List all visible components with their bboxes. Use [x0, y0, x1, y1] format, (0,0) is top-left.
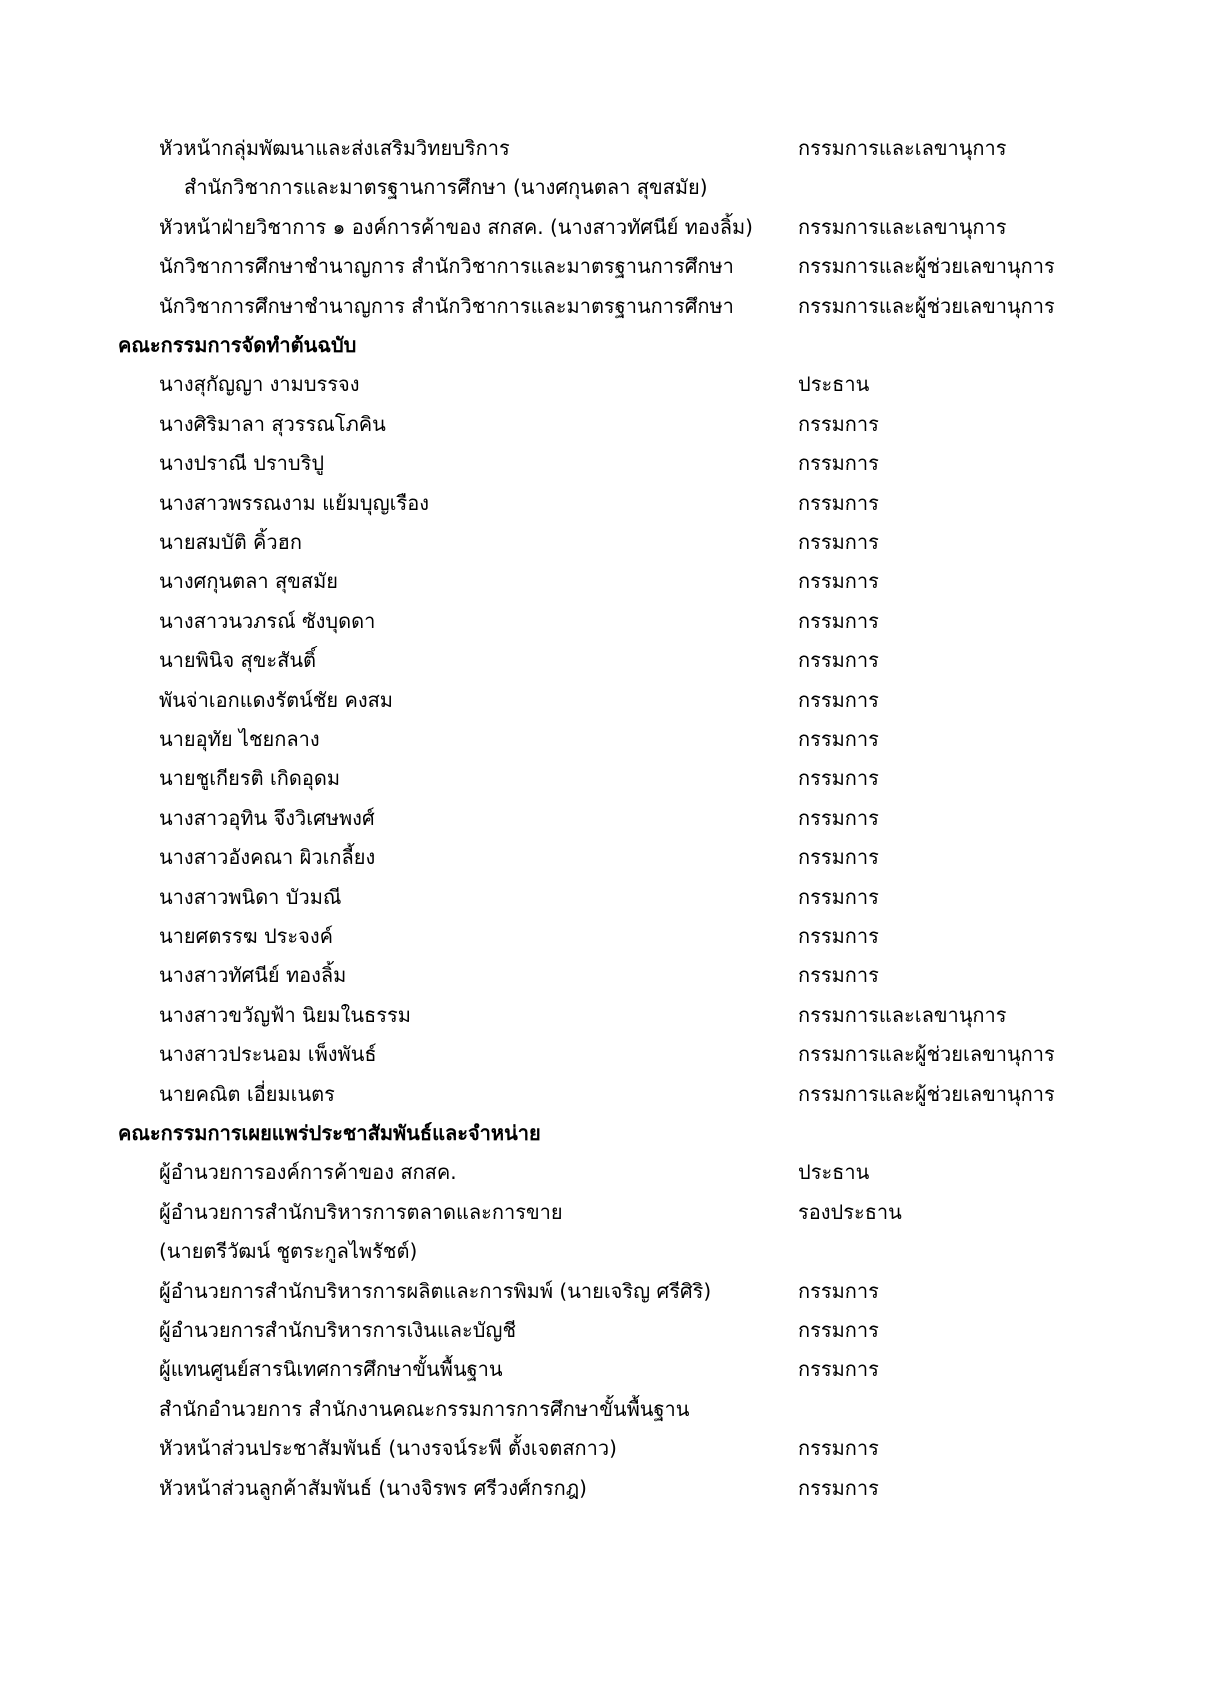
- member-role: กรรมการ: [798, 1279, 879, 1303]
- member-name: นางสาวทัศนีย์ ทองลิ้ม: [159, 963, 347, 987]
- member-role: กรรมการ: [798, 609, 879, 633]
- member-row: [0, 877, 1213, 916]
- member-name: นายอุทัย ไชยกลาง: [159, 727, 320, 751]
- member-name: นายศตรรฆ ประจงค์: [159, 924, 334, 948]
- member-role: กรรมการ: [798, 412, 879, 436]
- member-name: ผู้อำนวยการสำนักบริหารการผลิตและการพิมพ์ (นายเจริญ ศรีศิริ): [159, 1279, 712, 1303]
- member-row: [0, 916, 1213, 955]
- member-row: [0, 758, 1213, 797]
- member-role: กรรมการ: [798, 806, 879, 830]
- member-row: [0, 483, 1213, 522]
- member-row: [0, 1152, 1213, 1191]
- member-name: นางสาวอังคณา ผิวเกลี้ยง: [159, 845, 376, 869]
- member-row: [0, 443, 1213, 482]
- member-role: ประธาน: [798, 372, 870, 396]
- member-name: นายพินิจ สุขะสันติ์: [159, 648, 317, 672]
- member-role: กรรมการ: [798, 451, 879, 475]
- member-name: นางสาวอุทิน จึงวิเศษพงศ์: [159, 806, 375, 830]
- member-row: [0, 1034, 1213, 1073]
- member-role: กรรมการ: [798, 569, 879, 593]
- member-name: นักวิชาการศึกษาชำนาญการ สำนักวิชาการและมาตรฐานการศึกษา: [159, 254, 734, 278]
- member-name: หัวหน้าฝ่ายวิชาการ ๑ องค์การค้าของ สกสค. (นางสาวทัศนีย์ ทองลิ้ม): [159, 215, 753, 239]
- member-row: [0, 404, 1213, 443]
- member-row: [0, 1271, 1213, 1310]
- member-name: นายคณิต เอี่ยมเนตร: [159, 1082, 335, 1106]
- member-name: นางสุกัญญา งามบรรจง: [159, 372, 360, 396]
- member-role: กรรมการและเลขานุการ: [798, 215, 1007, 239]
- member-role: กรรมการ: [798, 491, 879, 515]
- member-name: สำนักวิชาการและมาตรฐานการศึกษา (นางศกุนตลา สุขสมัย): [184, 175, 708, 199]
- member-name: (นายตรีวัฒน์ ชูตระกูลไพรัชต์): [159, 1239, 418, 1263]
- member-row: [0, 561, 1213, 600]
- member-name: ผู้อำนวยการองค์การค้าของ สกสค.: [159, 1160, 457, 1184]
- member-role: กรรมการ: [798, 1476, 879, 1500]
- member-row: [0, 719, 1213, 758]
- member-name: นางสาวพนิดา บัวมณี: [159, 885, 342, 909]
- member-role: กรรมการ: [798, 1318, 879, 1342]
- section-title: คณะกรรมการเผยแพร่ประชาสัมพันธ์และจำหน่าย: [118, 1121, 541, 1145]
- member-role: รองประธาน: [798, 1200, 902, 1224]
- member-role: กรรมการ: [798, 530, 879, 554]
- member-row: [0, 364, 1213, 403]
- member-row: [0, 1310, 1213, 1349]
- member-row: [0, 680, 1213, 719]
- member-row: [0, 1468, 1213, 1507]
- member-name: ผู้อำนวยการสำนักบริหารการตลาดและการขาย: [159, 1200, 563, 1224]
- member-row: [0, 246, 1213, 285]
- member-name: นางศิริมาลา สุวรรณโภคิน: [159, 412, 386, 436]
- member-role: กรรมการ: [798, 766, 879, 790]
- member-row: [0, 128, 1213, 167]
- continuation-line: [0, 167, 1213, 206]
- member-role: กรรมการ: [798, 963, 879, 987]
- member-name: หัวหน้าส่วนลูกค้าสัมพันธ์ (นางจิรพร ศรีวงศ์กรกฎ): [159, 1476, 587, 1500]
- member-name: สำนักอำนวยการ สำนักงานคณะกรรมการการศึกษาขั้นพื้นฐาน: [159, 1397, 690, 1421]
- member-role: กรรมการ: [798, 688, 879, 712]
- section-heading: [0, 325, 1213, 364]
- member-role: กรรมการและเลขานุการ: [798, 1003, 1007, 1027]
- member-name: นางปราณี ปราบริปู: [159, 451, 325, 475]
- member-row: [0, 1074, 1213, 1113]
- member-row: [0, 995, 1213, 1034]
- member-row: [0, 837, 1213, 876]
- member-name: นายชูเกียรติ เกิดอุดม: [159, 766, 341, 790]
- member-role: กรรมการ: [798, 845, 879, 869]
- member-name: หัวหน้าส่วนประชาสัมพันธ์ (นางรจน์ระพี ตั้งเจตสกาว): [159, 1436, 617, 1460]
- member-row: [0, 207, 1213, 246]
- member-role: กรรมการ: [798, 648, 879, 672]
- member-role: ประธาน: [798, 1160, 870, 1184]
- member-role: กรรมการและผู้ช่วยเลขานุการ: [798, 1082, 1055, 1106]
- member-name: หัวหน้ากลุ่มพัฒนาและส่งเสริมวิทยบริการ: [159, 136, 510, 160]
- member-row: [0, 522, 1213, 561]
- member-name: พันจ่าเอกแดงรัตน์ชัย คงสม: [159, 688, 393, 712]
- member-row: [0, 1428, 1213, 1467]
- member-name: นายสมบัติ คิ้วฮก: [159, 530, 302, 554]
- member-role: กรรมการ: [798, 1357, 879, 1381]
- member-row: [0, 1192, 1213, 1231]
- continuation-line: [0, 1231, 1213, 1270]
- member-name: นักวิชาการศึกษาชำนาญการ สำนักวิชาการและมาตรฐานการศึกษา: [159, 294, 734, 318]
- member-name: ผู้แทนศูนย์สารนิเทศการศึกษาขั้นพื้นฐาน: [159, 1357, 503, 1381]
- member-row: [0, 601, 1213, 640]
- member-row: [0, 955, 1213, 994]
- member-role: กรรมการและผู้ช่วยเลขานุการ: [798, 254, 1055, 278]
- member-row: [0, 1349, 1213, 1388]
- member-name: ผู้อำนวยการสำนักบริหารการเงินและบัญชี: [159, 1318, 517, 1342]
- member-name: นางสาวพรรณงาม แย้มบุญเรือง: [159, 491, 429, 515]
- member-row: [0, 798, 1213, 837]
- member-role: กรรมการ: [798, 727, 879, 751]
- member-name: นางสาวนวภรณ์ ซังบุดดา: [159, 609, 376, 633]
- member-name: นางศกุนตลา สุขสมัย: [159, 569, 338, 593]
- member-role: กรรมการและผู้ช่วยเลขานุการ: [798, 1042, 1055, 1066]
- section-title: คณะกรรมการจัดทำต้นฉบับ: [118, 333, 357, 357]
- member-name: นางสาวขวัญฟ้า นิยมในธรรม: [159, 1003, 411, 1027]
- member-role: กรรมการและผู้ช่วยเลขานุการ: [798, 294, 1055, 318]
- member-row: [0, 640, 1213, 679]
- member-role: กรรมการ: [798, 924, 879, 948]
- member-name: นางสาวประนอม เพ็งพันธ์: [159, 1042, 377, 1066]
- member-role: กรรมการและเลขานุการ: [798, 136, 1007, 160]
- member-role: กรรมการ: [798, 1436, 879, 1460]
- section-heading: [0, 1113, 1213, 1152]
- continuation-line: [0, 1389, 1213, 1428]
- member-role: กรรมการ: [798, 885, 879, 909]
- member-row: [0, 286, 1213, 325]
